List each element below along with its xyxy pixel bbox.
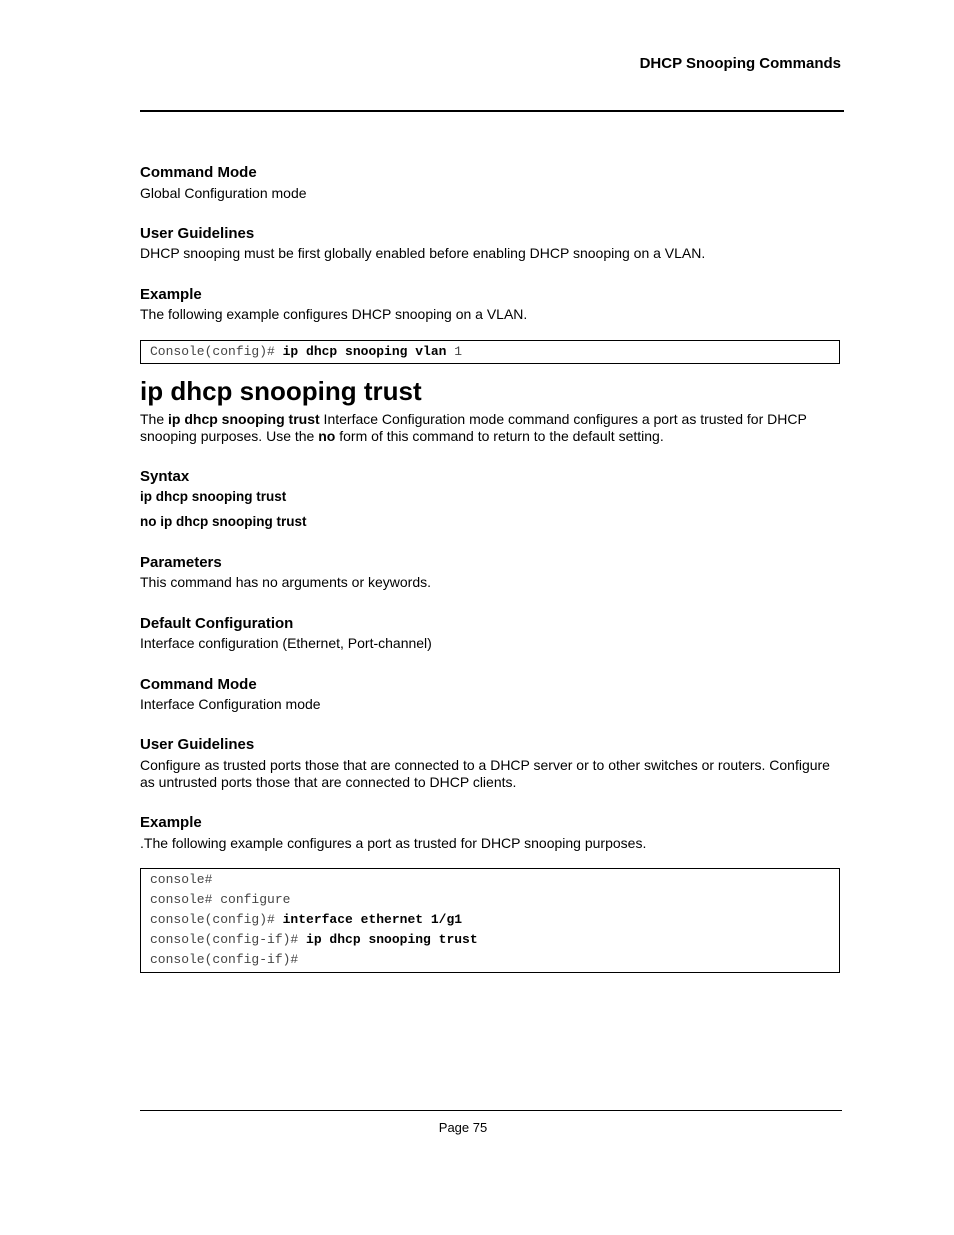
code-command: ip dhcp snooping vlan <box>282 344 447 359</box>
section-intro: The ip dhcp snooping trust Interface Configuration mode command configures a port as trusted for DHCP snooping purposes. Use the no form of this command to return to the default setting. <box>140 411 807 444</box>
code-block-trust <box>140 868 840 973</box>
command-mode-text-2: Interface Configuration mode <box>140 696 321 712</box>
code-line: console(config-if)# <box>150 952 299 967</box>
user-guidelines-text-2: Configure as trusted ports those that are connected to a DHCP server or to other switches or routers. Configure as untrusted ports those that are connected to DHCP clients. <box>140 757 830 790</box>
code-line: console(config-if)# ip dhcp snooping trust <box>150 932 478 947</box>
code-line: console# <box>150 872 213 887</box>
code-line: console# configure <box>150 892 291 907</box>
section-title: ip dhcp snooping trust <box>140 376 422 406</box>
parameters-text: This command has no arguments or keywords. <box>140 574 432 590</box>
example-text: The following example configures DHCP snooping on a VLAN. <box>140 306 528 322</box>
user-guidelines-heading-2: User Guidelines <box>140 736 255 753</box>
syntax-line-1: ip dhcp snooping trust <box>140 489 287 504</box>
default-configuration-heading: Default Configuration <box>140 615 294 632</box>
footer-rule <box>140 1110 842 1111</box>
page-number: Page 75 <box>438 1120 488 1135</box>
code-prompt: Console(config)# <box>150 344 283 359</box>
syntax-heading: Syntax <box>140 468 190 485</box>
default-configuration-text: Interface configuration (Ethernet, Port-channel) <box>140 635 432 651</box>
parameters-heading: Parameters <box>140 554 222 571</box>
command-mode-heading: Command Mode <box>140 164 257 181</box>
user-guidelines-text: DHCP snooping must be first globally enabled before enabling DHCP snooping on a VLAN. <box>140 245 706 261</box>
syntax-line-2: no ip dhcp snooping trust <box>140 514 307 529</box>
user-guidelines-heading: User Guidelines <box>140 225 255 242</box>
code-arg: 1 <box>446 344 463 359</box>
example-text-2: .The following example configures a port as trusted for DHCP snooping purposes. <box>140 835 647 851</box>
running-header: DHCP Snooping Commands <box>639 55 841 72</box>
command-mode-heading-2: Command Mode <box>140 676 257 693</box>
example-heading-2: Example <box>140 814 202 831</box>
header-rule <box>140 110 844 112</box>
code-line: console(config)# interface ethernet 1/g1 <box>150 912 463 927</box>
command-mode-text: Global Configuration mode <box>140 185 307 201</box>
example-heading: Example <box>140 286 202 303</box>
code-block-vlan <box>140 340 840 364</box>
